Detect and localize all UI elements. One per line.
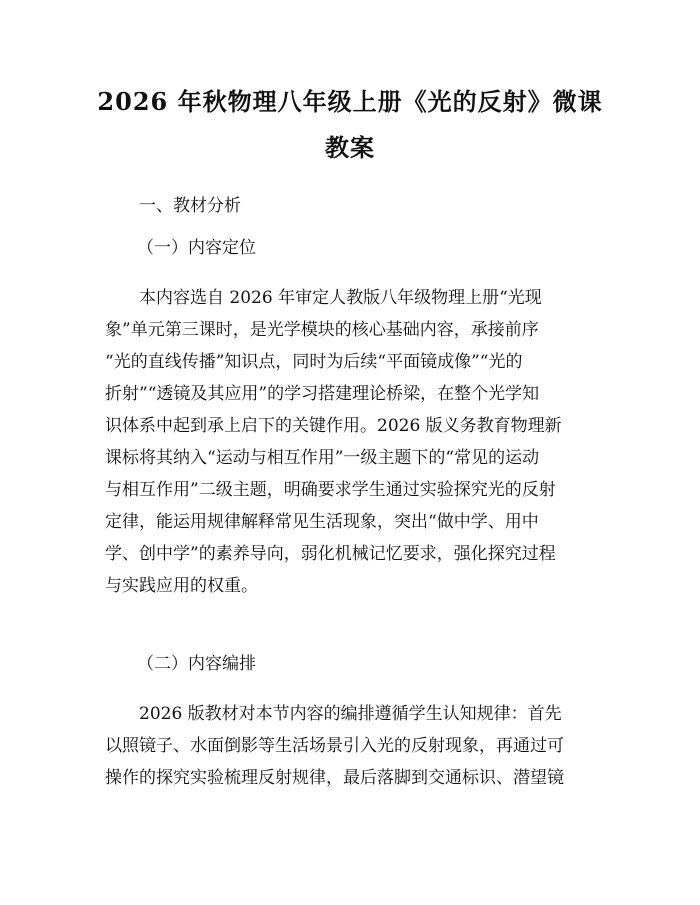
paragraph-line: 与实践应用的权重。 xyxy=(105,576,258,596)
paragraph-line: 操作的探究实验梳理反射规律，最后落脚到交通标识、潜望镜 xyxy=(105,768,564,788)
section-heading-teaching-material-analysis: 一、教材分析 xyxy=(139,196,241,216)
paragraph-line: 课标将其纳入“运动与相互作用”一级主题下的“常见的运动 xyxy=(105,448,540,468)
paragraph-line: 2026 版教材对本节内容的编排遵循学生认知规律：首先 xyxy=(105,704,562,724)
document-title-line-2: 教案 xyxy=(325,133,375,162)
paragraph-line: 识体系中起到承上启下的关键作用。2026 版义务教育物理新 xyxy=(105,416,562,436)
paragraph-line: 折射”“透镜及其应用”的学习搭建理论桥梁，在整个光学知 xyxy=(105,384,540,404)
paragraph-line: 象”单元第三课时，是光学模块的核心基础内容，承接前序 xyxy=(105,320,539,340)
paragraph-content-positioning xyxy=(105,282,605,602)
paragraph-line: 与相互作用”二级主题，明确要求学生通过实验探究光的反射 xyxy=(105,480,556,500)
document-title-line-1: 2026 年秋物理八年级上册《光的反射》微课 xyxy=(97,87,603,116)
paragraph-content-arrangement xyxy=(105,698,605,794)
subsection-heading-content-arrangement: （二）内容编排 xyxy=(137,654,256,674)
paragraph-line: 以照镜子、水面倒影等生活场景引入光的反射现象，再通过可 xyxy=(105,736,564,756)
paragraph-line: “光的直线传播”知识点，同时为后续“平面镜成像”“光的 xyxy=(105,352,523,372)
paragraph-line: 学、创中学”的素养导向，弱化机械记忆要求，强化探究过程 xyxy=(105,544,556,564)
paragraph-line: 本内容选自 2026 年审定人教版八年级物理上册“光现 xyxy=(105,288,542,308)
subsection-heading-content-positioning: （一）内容定位 xyxy=(137,238,256,258)
paragraph-line: 定律，能运用规律解释常见生活现象，突出“做中学、用中 xyxy=(105,512,539,532)
